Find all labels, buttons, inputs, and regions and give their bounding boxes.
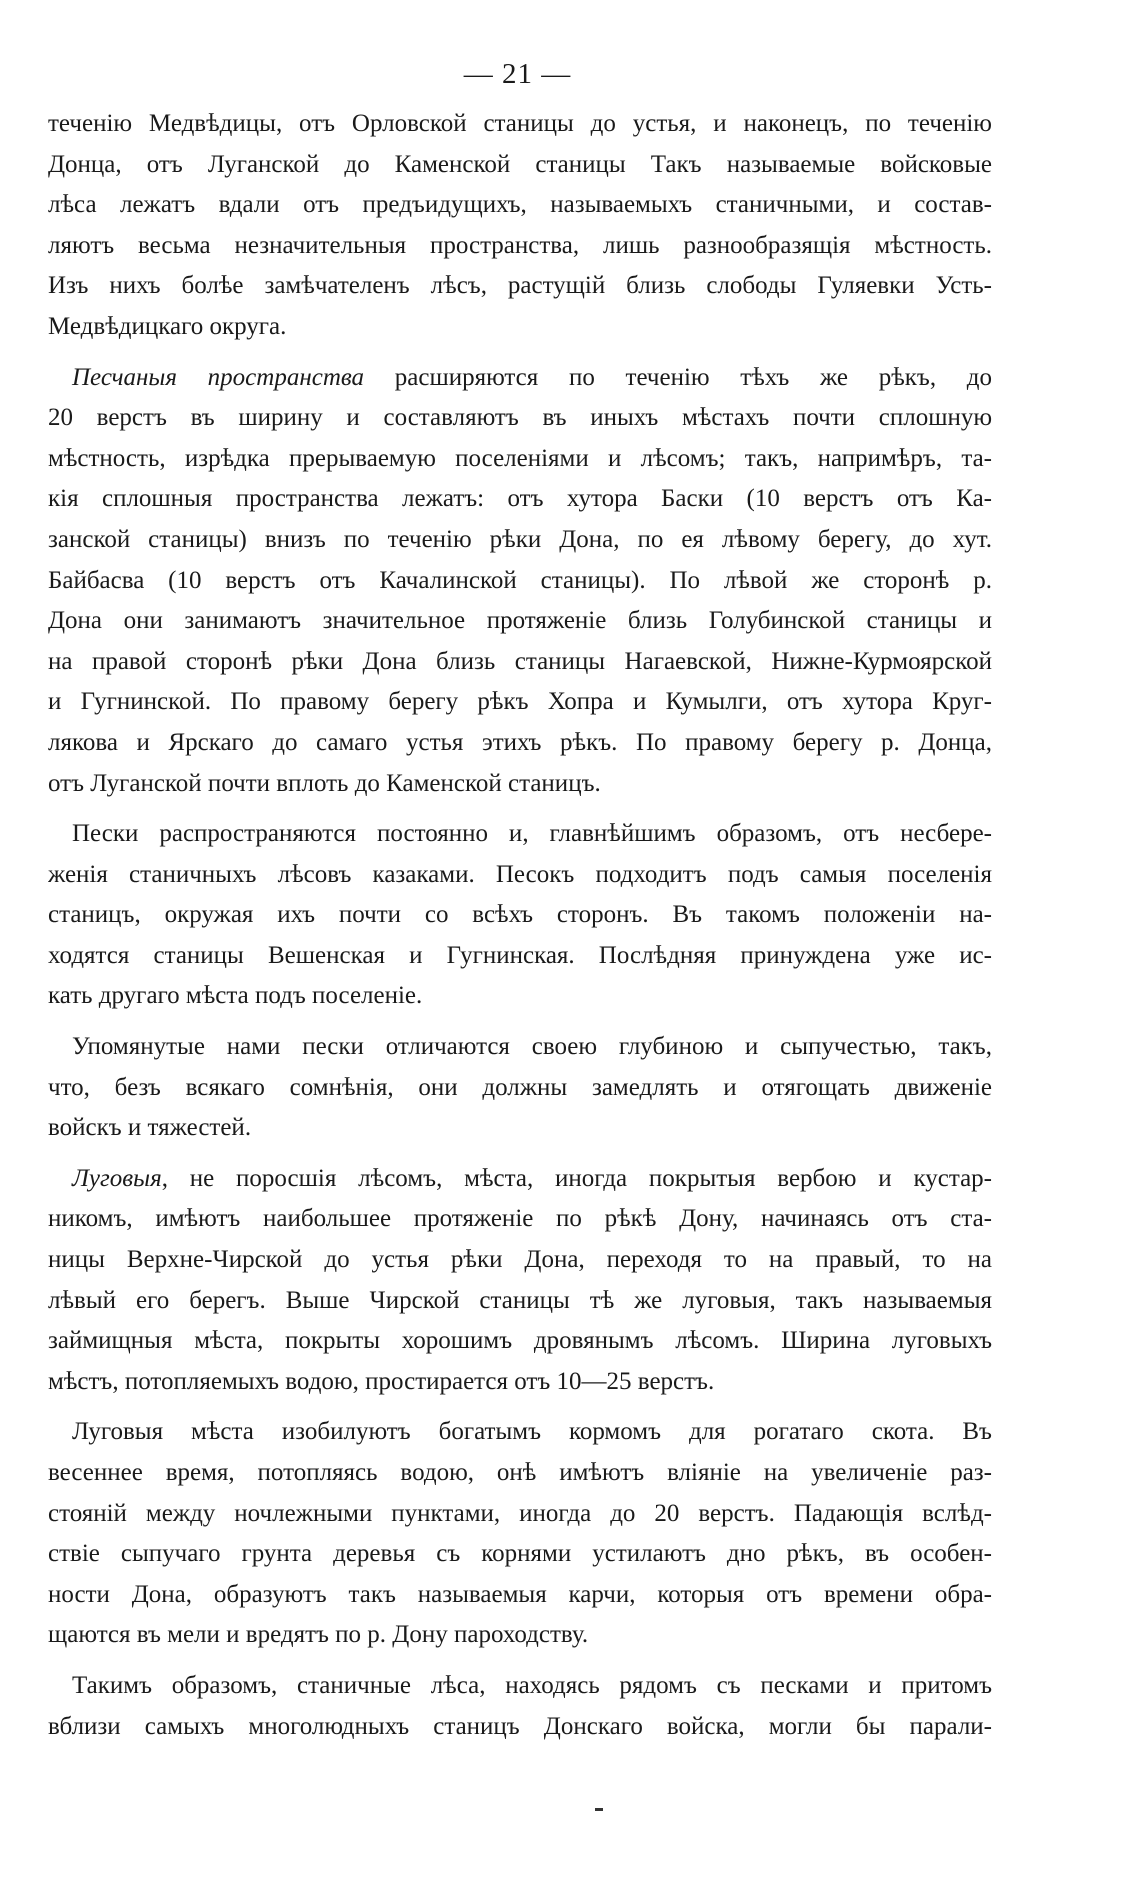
text-line: станицъ, окружая ихъ почти со всѣхъ сторонъ. Въ такомъ положеніи на-: [48, 901, 992, 929]
text-line: теченію Медвѣдицы, отъ Орловской станицы до устья, и наконецъ, по теченію: [48, 110, 992, 137]
text-line: Донца, отъ Луганской до Каменской станицы Такъ называемые войсковые: [48, 150, 992, 178]
text-line: женія станичныхъ лѣсовъ казаками. Песокъ подходитъ подъ самыя поселенія: [48, 860, 992, 888]
text-line: мѣстность, изрѣдка прерываемую поселеніями и лѣсомъ; такъ, напримѣръ, та-: [48, 444, 992, 472]
text-line: кать другаго мѣста подъ поселеніе.: [48, 982, 423, 1010]
text-line: Такимъ образомъ, станичные лѣса, находясь рядомъ съ песками и притомъ: [72, 1671, 992, 1699]
text-line-with-italic-lead: [48, 1159, 992, 1200]
paragraph-5: [48, 1159, 992, 1403]
text-line: кія сплошныя пространства лежатъ: отъ хутора Баски (10 верстъ отъ Ка-: [48, 485, 992, 513]
italic-lead-term: Луговыя: [72, 1164, 162, 1192]
paragraph-1: [48, 104, 992, 348]
paragraph-6: [48, 1412, 992, 1656]
text-line-with-italic-lead: [48, 358, 992, 399]
text-line: ляютъ весьма незначительныя пространства, лишь разнообразящія мѣстность.: [48, 231, 992, 259]
text-line: Дона они занимаютъ значительное протяженіе близь Голубинской станицы и: [48, 607, 992, 635]
text-line: 20 верстъ въ ширину и составляютъ въ иныхъ мѣстахъ почти сплошную: [48, 404, 992, 432]
text-line: стояній между ночлежными пунктами, иногда до 20 верстъ. Падающія вслѣд-: [48, 1499, 992, 1527]
italic-lead-term: Песчаныя пространства: [72, 363, 365, 391]
line-rest: , не поросшія лѣсомъ, мѣста, иногда покрытыя вербою и кустар-: [161, 1164, 992, 1192]
text-line: на правой сторонѣ рѣки Дона близь станицы Нагаевской, Нижне-Курмоярской: [48, 647, 992, 675]
page-number: — 21 —: [463, 58, 572, 90]
paragraph-2: [48, 358, 992, 805]
text-line: Луговыя мѣста изобилуютъ богатымъ кормомъ для рогатаго скота. Въ: [72, 1418, 992, 1446]
text-line: и Гугнинской. По правому берегу рѣкъ Хопра и Кумылги, отъ хутора Круг-: [48, 688, 992, 716]
text-line: Байбасва (10 верстъ отъ Качалинской станицы). По лѣвой же сторонѣ р.: [48, 566, 992, 594]
text-line: ствіе сыпучаго грунта деревья съ корнями устилаютъ дно рѣкъ, въ особен-: [48, 1540, 992, 1568]
text-line: ходятся станицы Вешенская и Гугнинская. Послѣдняя принуждена уже ис-: [48, 941, 992, 969]
text-line: отъ Луганской почти вплоть до Каменской станицъ.: [48, 769, 601, 797]
text-line: никомъ, имѣютъ наибольшее протяженіе по рѣкѣ Дону, начинаясь отъ ста-: [48, 1205, 992, 1233]
print-mark: [595, 1808, 603, 1811]
text-line: занской станицы) внизъ по теченію рѣки Дона, по ея лѣвому берегу, до хут.: [48, 525, 992, 553]
paragraph-3: [48, 814, 992, 1017]
text-line: Медвѣдицкаго округа.: [48, 312, 287, 340]
text-line: вблизи самыхъ многолюдныхъ станицъ Донскаго войска, могли бы парали-: [48, 1712, 992, 1740]
text-line: ницы Верхне-Чирской до устья рѣки Дона, переходя то на правый, то на: [48, 1246, 992, 1274]
text-line: Пески распространяются постоянно и, главнѣйшимъ образомъ, отъ несбере-: [72, 820, 992, 848]
text-line: щаются въ мели и вредятъ по р. Дону пароходству.: [48, 1621, 589, 1649]
text-line: лѣса лежатъ вдали отъ предъидущихъ, называемыхъ станичными, и состав-: [48, 191, 992, 219]
text-line: займищныя мѣста, покрыты хорошимъ дровянымъ лѣсомъ. Ширина луговыхъ: [48, 1327, 992, 1355]
body-text: [48, 104, 992, 1757]
text-line: весеннее время, потопляясь водою, онѣ имѣютъ вліяніе на увеличеніе раз-: [48, 1459, 992, 1486]
text-line: что, безъ всякаго сомнѣнія, они должны замедлять и отягощать движеніе: [48, 1073, 992, 1101]
paragraph-7: [48, 1666, 992, 1747]
text-line: Упомянутые нами пески отличаются своею глубиною и сыпучестью, такъ,: [72, 1033, 992, 1061]
text-line: войскъ и тяжестей.: [48, 1114, 252, 1142]
line-rest: расширяются по теченію тѣхъ же рѣкъ, до: [364, 363, 992, 391]
text-line: мѣстъ, потопляемыхъ водою, простирается отъ 10—25 верстъ.: [48, 1367, 715, 1395]
text-line: лякова и Ярскаго до самаго устья этихъ рѣкъ. По правому берегу р. Донца,: [48, 728, 992, 756]
text-line: лѣвый его берегъ. Выше Чирской станицы тѣ же луговыя, такъ называемыя: [48, 1286, 992, 1314]
paragraph-4: [48, 1027, 992, 1149]
text-line: Изъ нихъ болѣе замѣчателенъ лѣсъ, растущій близь слободы Гуляевки Усть-: [48, 272, 992, 300]
text-line: ности Дона, образуютъ такъ называемыя карчи, которыя отъ времени обра-: [48, 1580, 992, 1608]
